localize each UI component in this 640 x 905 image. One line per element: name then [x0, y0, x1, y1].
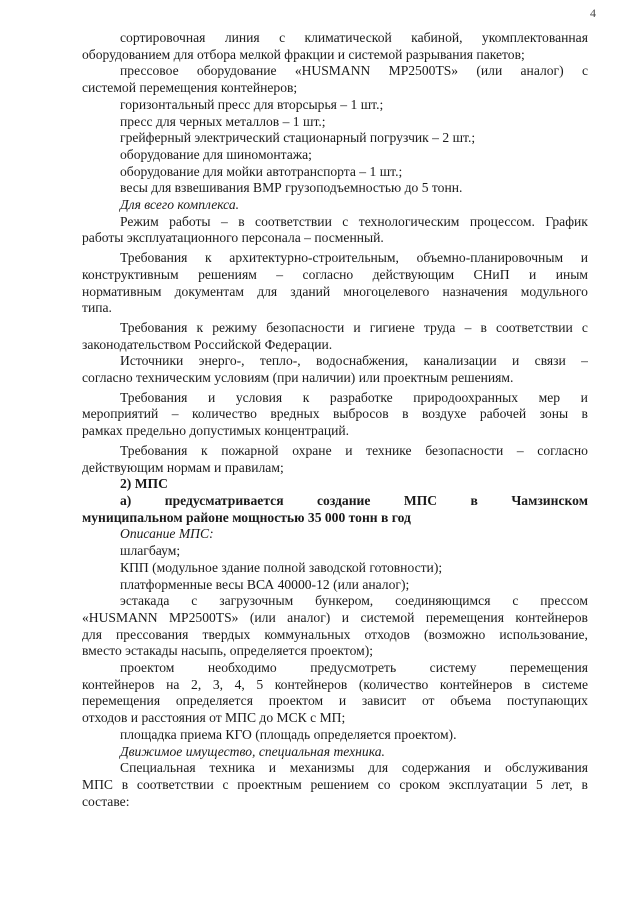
text-line: рамках предельно допустимых концентраций. [82, 423, 350, 439]
text-line: Специальная техника и механизмы для содержания и обслуживания [120, 760, 588, 776]
text-line: оборудование для мойки автотранспорта – 1 шт.; [120, 163, 403, 179]
text-line: работы эксплуатационного персонала – посменный. [82, 230, 384, 246]
text-line: типа. [82, 300, 112, 316]
text-line: Требования к режиму безопасности и гигиене труда – в соответствии с [120, 319, 588, 335]
text-line: вместо эстакады насыпь, определяется проектом); [82, 643, 374, 659]
text-line: а) предусматривается создание МПС в Чамзинском [120, 492, 588, 508]
text-line: Источники энерго-, тепло-, водоснабжения, канализации и связи – [120, 353, 588, 369]
text-line: шлагбаум; [120, 543, 181, 559]
text-line: Требования к пожарной охране и технике безопасности – согласно [120, 442, 588, 458]
text-line: контейнеров на 2, 3, 4, 5 контейнеров (количество контейнеров в системе [82, 676, 588, 692]
text-line: Требования и условия к разработке природоохранных мер и [120, 389, 588, 405]
text-line: МПС в соответствии с проектным решением со сроком эксплуатации 5 лет, в [82, 776, 588, 792]
text-line: отходов и расстояния от МПС до МСК с МП; [82, 710, 346, 726]
text-line: Описание МПС: [120, 526, 214, 542]
text-line: площадка приема КГО (площадь определяется проектом). [120, 726, 457, 742]
text-line: грейферный электрический стационарный погрузчик – 2 шт.; [120, 130, 476, 146]
text-line: Движимое имущество, специальная техника. [120, 743, 385, 759]
text-line: составе: [82, 793, 130, 809]
text-line: нормативным документам для зданий многоцелевого назначения модульного [82, 283, 588, 299]
text-line: платформенные весы ВСА 40000-12 (или аналог); [120, 576, 410, 592]
text-line: перемещения определяется проектом и зависит от объема поступающих [82, 693, 588, 709]
text-line: конструктивным решениям – согласно действующим СНиП и иным [82, 266, 588, 282]
text-line: оборудованием для отбора мелкой фракции и системой разрывания пакетов; [82, 46, 525, 62]
text-line: прессовое оборудование «HUSMANN MP2500TS» (или аналог) с [120, 63, 588, 79]
text-line: для прессования твердых коммунальных отходов (возможно использование, [82, 626, 588, 642]
text-line: системой перемещения контейнеров; [82, 80, 298, 96]
text-line: горизонтальный пресс для вторсырья – 1 шт.; [120, 96, 384, 112]
text-line: оборудование для шиномонтажа; [120, 146, 312, 162]
document-body [82, 30, 588, 810]
text-line: мероприятий – количество вредных выбросов в воздухе рабочей зоны в [82, 406, 588, 422]
page-number: 4 [590, 6, 596, 20]
text-line: Для всего комплекса. [120, 197, 240, 213]
text-line: 2) МПС [120, 476, 168, 492]
text-line: согласно техническим условиям (при наличии) или проектным решениям. [82, 370, 514, 386]
text-line: пресс для черных металлов – 1 шт.; [120, 113, 326, 129]
text-line: муниципальном районе мощностью 35 000 тонн в год [82, 509, 411, 525]
text-line: Требования к архитектурно-строительным, объемно-планировочным и [120, 250, 588, 266]
text-line: проектом необходимо предусмотреть систему перемещения [120, 660, 588, 676]
text-line: «HUSMANN MP2500TS» (или аналог) и системой перемещения контейнеров [82, 609, 588, 625]
text-line: действующим нормам и правилам; [82, 459, 284, 475]
text-line: весы для взвешивания ВМР грузоподъемностью до 5 тонн. [120, 180, 463, 196]
text-line: КПП (модульное здание полной заводской готовности); [120, 559, 443, 575]
text-line: законодательством Российской Федерации. [82, 336, 333, 352]
text-line: сортировочная линия с климатической кабиной, укомплектованная [120, 30, 588, 45]
text-line: Режим работы – в соответствии с технологическим процессом. График [120, 213, 588, 229]
text-line: эстакада с загрузочным бункером, соединяющимся с прессом [120, 593, 588, 609]
